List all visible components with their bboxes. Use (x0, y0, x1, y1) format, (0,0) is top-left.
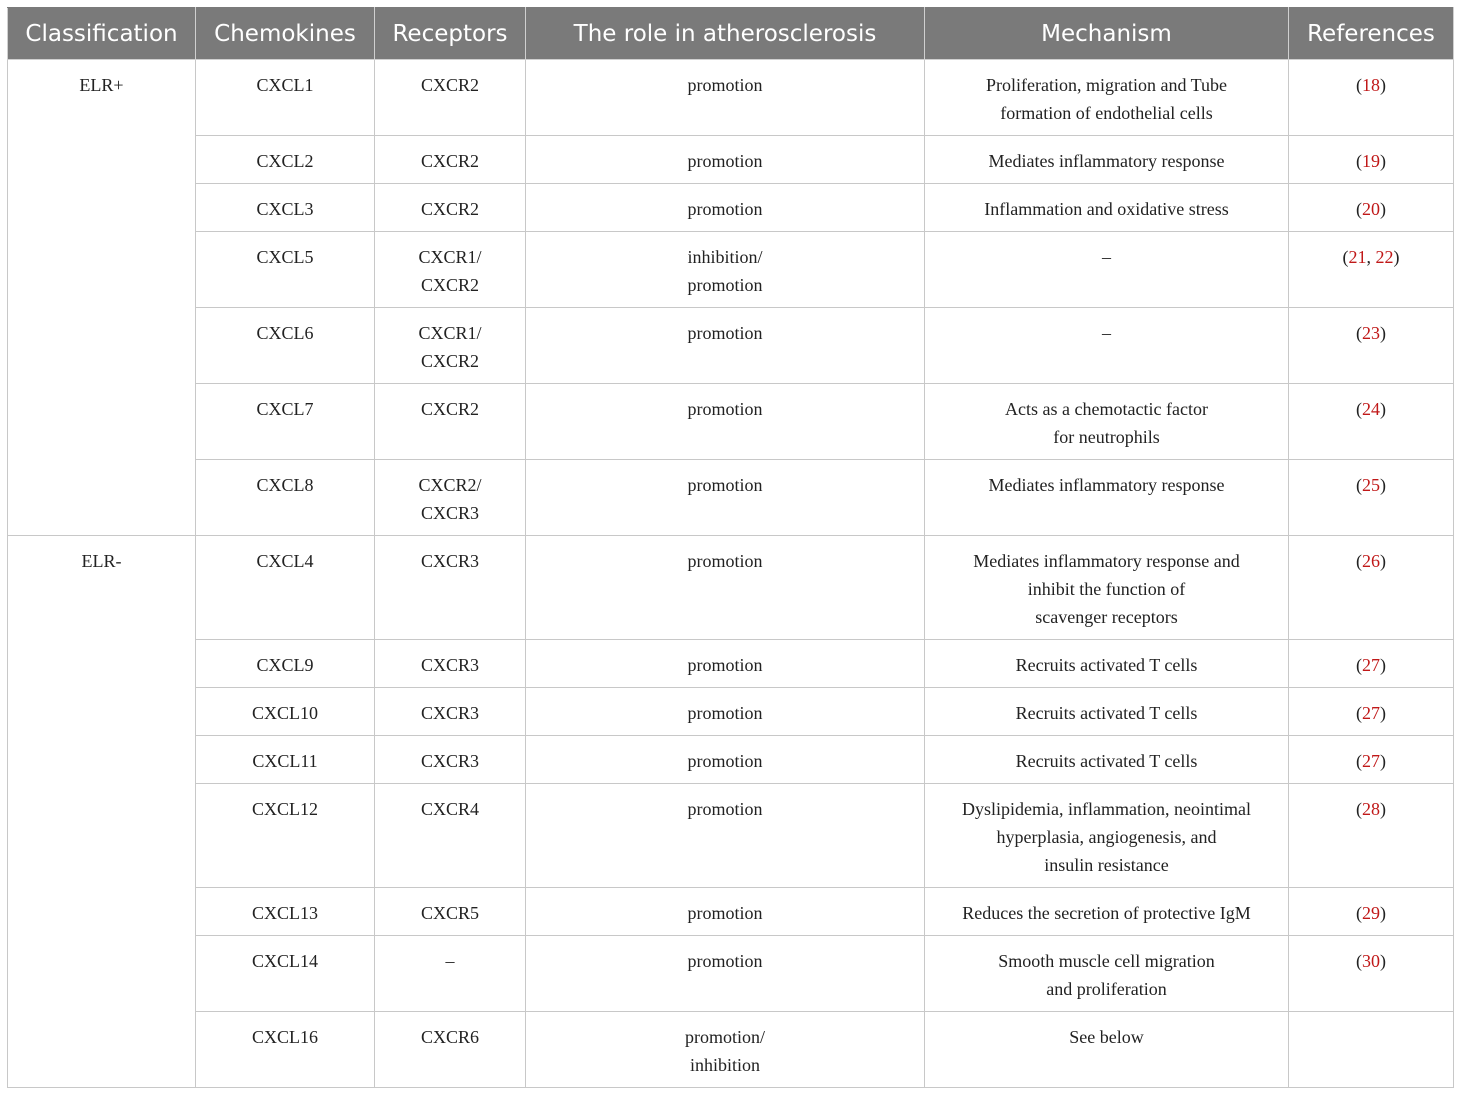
mechanism-cell: Mediates inflammatory response (925, 460, 1289, 536)
mechanism-cell: Recruits activated T cells (925, 736, 1289, 784)
table-row (8, 184, 1454, 232)
mechanism-cell: Smooth muscle cell migration and proliferation (925, 936, 1289, 1012)
chemokine-cell: CXCL10 (196, 688, 375, 736)
references-cell: (18) (1289, 60, 1454, 136)
chemokine-cell: CXCL6 (196, 308, 375, 384)
chemokine-table (7, 7, 1454, 1088)
receptor-cell: CXCR2 (375, 60, 526, 136)
chemokine-cell: CXCL8 (196, 460, 375, 536)
receptor-cell: CXCR2 (375, 184, 526, 232)
role-cell: promotion (526, 136, 925, 184)
chemokine-cell: CXCL3 (196, 184, 375, 232)
references-cell: (23) (1289, 308, 1454, 384)
chemokine-cell: CXCL4 (196, 536, 375, 640)
role-cell: promotion (526, 888, 925, 936)
receptor-cell: CXCR6 (375, 1012, 526, 1088)
mechanism-cell: Recruits activated T cells (925, 688, 1289, 736)
table-row (8, 736, 1454, 784)
classification-cell: ELR- (8, 536, 196, 1088)
chemokine-cell: CXCL14 (196, 936, 375, 1012)
chemokine-cell: CXCL9 (196, 640, 375, 688)
role-cell: promotion (526, 784, 925, 888)
references-cell: (21, 22) (1289, 232, 1454, 308)
reference-link[interactable]: 26 (1362, 551, 1380, 571)
mechanism-cell: Inflammation and oxidative stress (925, 184, 1289, 232)
references-cell: (29) (1289, 888, 1454, 936)
chemokine-cell: CXCL16 (196, 1012, 375, 1088)
chemokine-cell: CXCL11 (196, 736, 375, 784)
reference-link[interactable]: 19 (1362, 151, 1380, 171)
reference-link[interactable]: 27 (1362, 703, 1380, 723)
role-cell: promotion (526, 536, 925, 640)
role-cell: promotion (526, 308, 925, 384)
receptor-cell: CXCR4 (375, 784, 526, 888)
role-cell: promotion (526, 184, 925, 232)
mechanism-cell: Recruits activated T cells (925, 640, 1289, 688)
reference-link[interactable]: 21 (1348, 247, 1367, 267)
receptor-cell: – (375, 936, 526, 1012)
reference-link[interactable]: 29 (1362, 903, 1380, 923)
table-row (8, 784, 1454, 888)
chemokine-cell: CXCL12 (196, 784, 375, 888)
reference-link[interactable]: 30 (1362, 951, 1380, 971)
reference-link[interactable]: 18 (1362, 75, 1380, 95)
receptor-cell: CXCR2 (375, 136, 526, 184)
chemokine-cell: CXCL7 (196, 384, 375, 460)
table-row (8, 384, 1454, 460)
role-cell: promotion (526, 384, 925, 460)
table-row (8, 308, 1454, 384)
references-cell: (19) (1289, 136, 1454, 184)
reference-link[interactable]: 24 (1362, 399, 1380, 419)
mechanism-cell: Dyslipidemia, inflammation, neointimal hyperplasia, angiogenesis, and insulin resistance (925, 784, 1289, 888)
mechanism-cell: Mediates inflammatory response (925, 136, 1289, 184)
table-row (8, 60, 1454, 136)
references-cell: (27) (1289, 640, 1454, 688)
table-row (8, 640, 1454, 688)
mechanism-cell: – (925, 308, 1289, 384)
receptor-cell: CXCR3 (375, 640, 526, 688)
chemokine-cell: CXCL2 (196, 136, 375, 184)
mechanism-cell: Proliferation, migration and Tube formation of endothelial cells (925, 60, 1289, 136)
role-cell: promotion (526, 640, 925, 688)
receptor-cell: CXCR5 (375, 888, 526, 936)
table-row (8, 688, 1454, 736)
header-references: References (1289, 8, 1454, 60)
table-row (8, 936, 1454, 1012)
mechanism-cell: – (925, 232, 1289, 308)
classification-cell: ELR+ (8, 60, 196, 536)
references-cell (1289, 1012, 1454, 1088)
header-receptors: Receptors (375, 8, 526, 60)
table-row (8, 1012, 1454, 1088)
references-cell: (25) (1289, 460, 1454, 536)
references-cell: (27) (1289, 736, 1454, 784)
table-row (8, 232, 1454, 308)
references-cell: (26) (1289, 536, 1454, 640)
reference-link[interactable]: 23 (1362, 323, 1380, 343)
chemokine-cell: CXCL5 (196, 232, 375, 308)
chemokine-cell: CXCL1 (196, 60, 375, 136)
header-chemokines: Chemokines (196, 8, 375, 60)
role-cell: promotion (526, 688, 925, 736)
reference-link[interactable]: 22 (1375, 247, 1394, 267)
mechanism-cell: Mediates inflammatory response and inhibit the function of scavenger receptors (925, 536, 1289, 640)
receptor-cell: CXCR1/ CXCR2 (375, 232, 526, 308)
receptor-cell: CXCR3 (375, 688, 526, 736)
table-row (8, 536, 1454, 640)
role-cell: promotion (526, 460, 925, 536)
mechanism-cell: Reduces the secretion of protective IgM (925, 888, 1289, 936)
mechanism-cell: See below (925, 1012, 1289, 1088)
receptor-cell: CXCR3 (375, 536, 526, 640)
chemokine-cell: CXCL13 (196, 888, 375, 936)
references-cell: (30) (1289, 936, 1454, 1012)
references-cell: (27) (1289, 688, 1454, 736)
role-cell: promotion (526, 60, 925, 136)
table-body (8, 60, 1454, 1088)
reference-link[interactable]: 28 (1362, 799, 1380, 819)
mechanism-cell: Acts as a chemotactic factor for neutrophils (925, 384, 1289, 460)
receptor-cell: CXCR1/ CXCR2 (375, 308, 526, 384)
receptor-cell: CXCR3 (375, 736, 526, 784)
reference-link[interactable]: 25 (1362, 475, 1380, 495)
table-row (8, 460, 1454, 536)
reference-link[interactable]: 27 (1362, 751, 1380, 771)
role-cell: promotion (526, 736, 925, 784)
references-cell: (24) (1289, 384, 1454, 460)
header-mechanism: Mechanism (925, 8, 1289, 60)
receptor-cell: CXCR2/ CXCR3 (375, 460, 526, 536)
reference-link[interactable]: 20 (1362, 199, 1380, 219)
header-role: The role in atherosclerosis (526, 8, 925, 60)
header-row (8, 8, 1454, 60)
role-cell: promotion/ inhibition (526, 1012, 925, 1088)
receptor-cell: CXCR2 (375, 384, 526, 460)
role-cell: inhibition/ promotion (526, 232, 925, 308)
table-row (8, 888, 1454, 936)
table-row (8, 136, 1454, 184)
references-cell: (28) (1289, 784, 1454, 888)
references-cell: (20) (1289, 184, 1454, 232)
reference-link[interactable]: 27 (1362, 655, 1380, 675)
header-classification: Classification (8, 8, 196, 60)
role-cell: promotion (526, 936, 925, 1012)
